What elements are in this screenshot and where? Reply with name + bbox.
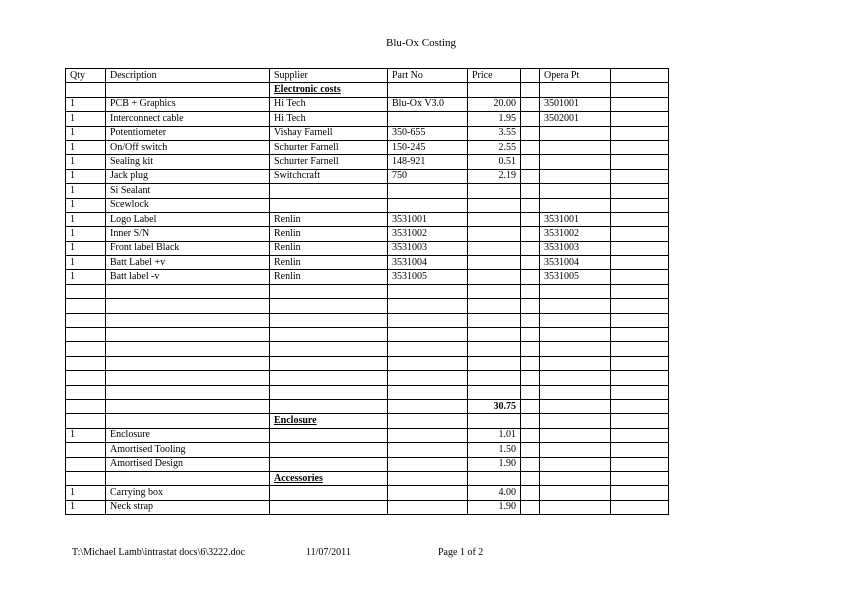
- qty-cell: 1: [66, 126, 106, 140]
- price-cell: 0.51: [468, 155, 521, 169]
- part-no-cell: [388, 83, 468, 97]
- price-cell: [468, 414, 521, 428]
- description-cell: Carrying box: [106, 486, 270, 500]
- price-cell: [468, 299, 521, 313]
- blank-cell: [521, 155, 540, 169]
- section-header-row: [66, 83, 669, 97]
- supplier-cell: Renlin: [270, 241, 388, 255]
- opera-pt-cell: 3531003: [540, 241, 611, 255]
- description-cell: [106, 328, 270, 342]
- section-header-row: [66, 471, 669, 485]
- table-row: [66, 256, 669, 270]
- blank-cell: [521, 356, 540, 370]
- supplier-cell: [270, 399, 388, 413]
- supplier-cell: [270, 313, 388, 327]
- part-no-cell: [388, 313, 468, 327]
- blank-cell: [521, 227, 540, 241]
- qty-cell: [66, 471, 106, 485]
- part-no-cell: [388, 284, 468, 298]
- price-cell: [468, 284, 521, 298]
- blank-cell: [521, 428, 540, 442]
- opera-pt-cell: [540, 198, 611, 212]
- opera-pt-cell: [540, 385, 611, 399]
- blank-cell: [521, 414, 540, 428]
- extra-cell: [611, 342, 669, 356]
- header-cell: Description: [106, 69, 270, 83]
- extra-cell: [611, 428, 669, 442]
- description-cell: [106, 399, 270, 413]
- supplier-cell: Enclosure: [270, 414, 388, 428]
- part-no-cell: [388, 371, 468, 385]
- description-cell: [106, 83, 270, 97]
- description-cell: Amortised Tooling: [106, 443, 270, 457]
- qty-cell: [66, 399, 106, 413]
- blank-cell: [521, 457, 540, 471]
- price-cell: [468, 313, 521, 327]
- opera-pt-cell: [540, 443, 611, 457]
- description-cell: On/Off switch: [106, 140, 270, 154]
- opera-pt-cell: [540, 356, 611, 370]
- price-cell: 3.55: [468, 126, 521, 140]
- supplier-cell: Renlin: [270, 227, 388, 241]
- blank-cell: [521, 385, 540, 399]
- part-no-cell: [388, 342, 468, 356]
- table-row: [66, 284, 669, 298]
- blank-cell: [521, 83, 540, 97]
- part-no-cell: 750: [388, 169, 468, 183]
- price-cell: 1.01: [468, 428, 521, 442]
- opera-pt-cell: [540, 342, 611, 356]
- table-row: [66, 342, 669, 356]
- description-cell: Batt label -v: [106, 270, 270, 284]
- supplier-cell: [270, 342, 388, 356]
- qty-cell: 1: [66, 227, 106, 241]
- qty-cell: [66, 342, 106, 356]
- opera-pt-cell: [540, 155, 611, 169]
- part-no-cell: [388, 184, 468, 198]
- table-row: [66, 299, 669, 313]
- qty-cell: [66, 414, 106, 428]
- opera-pt-cell: [540, 328, 611, 342]
- qty-cell: 1: [66, 184, 106, 198]
- blank-cell: [521, 342, 540, 356]
- opera-pt-cell: [540, 486, 611, 500]
- subtotal-row: [66, 399, 669, 413]
- opera-pt-cell: [540, 299, 611, 313]
- blank-cell: [521, 212, 540, 226]
- table-row: [66, 270, 669, 284]
- supplier-cell: Hi Tech: [270, 97, 388, 111]
- price-cell: 20.00: [468, 97, 521, 111]
- opera-pt-cell: 3531004: [540, 256, 611, 270]
- page-title: Blu-Ox Costing: [386, 37, 456, 49]
- extra-cell: [611, 112, 669, 126]
- extra-cell: [611, 126, 669, 140]
- description-cell: [106, 385, 270, 399]
- price-cell: 1.50: [468, 443, 521, 457]
- description-cell: [106, 284, 270, 298]
- qty-cell: 1: [66, 241, 106, 255]
- price-cell: 1.90: [468, 457, 521, 471]
- qty-cell: 1: [66, 97, 106, 111]
- supplier-cell: [270, 457, 388, 471]
- part-no-cell: [388, 299, 468, 313]
- part-no-cell: [388, 500, 468, 514]
- blank-cell: [521, 198, 540, 212]
- opera-pt-cell: [540, 428, 611, 442]
- qty-cell: [66, 284, 106, 298]
- price-cell: [468, 371, 521, 385]
- extra-cell: [611, 97, 669, 111]
- price-cell: [468, 212, 521, 226]
- supplier-cell: [270, 184, 388, 198]
- blank-cell: [521, 443, 540, 457]
- description-cell: Potentiometer: [106, 126, 270, 140]
- description-cell: [106, 371, 270, 385]
- price-cell: 2.19: [468, 169, 521, 183]
- part-no-cell: 3531004: [388, 256, 468, 270]
- table-row: [66, 356, 669, 370]
- part-no-cell: [388, 443, 468, 457]
- price-cell: 2.55: [468, 140, 521, 154]
- qty-cell: 1: [66, 140, 106, 154]
- extra-cell: [611, 399, 669, 413]
- table-row: [66, 385, 669, 399]
- description-cell: Logo Label: [106, 212, 270, 226]
- extra-cell: [611, 414, 669, 428]
- description-cell: Inner S/N: [106, 227, 270, 241]
- header-row: [66, 69, 669, 83]
- blank-cell: [521, 126, 540, 140]
- costing-table: [65, 68, 669, 515]
- opera-pt-cell: 3531002: [540, 227, 611, 241]
- extra-cell: [611, 443, 669, 457]
- opera-pt-cell: [540, 471, 611, 485]
- blank-cell: [521, 241, 540, 255]
- qty-cell: [66, 457, 106, 471]
- part-no-cell: [388, 328, 468, 342]
- part-no-cell: [388, 399, 468, 413]
- description-cell: [106, 299, 270, 313]
- supplier-cell: Accessories: [270, 471, 388, 485]
- table-row: [66, 169, 669, 183]
- table-row: [66, 112, 669, 126]
- qty-cell: [66, 371, 106, 385]
- qty-cell: 1: [66, 169, 106, 183]
- header-cell: Supplier: [270, 69, 388, 83]
- part-no-cell: [388, 198, 468, 212]
- description-cell: [106, 356, 270, 370]
- price-cell: [468, 356, 521, 370]
- extra-cell: [611, 371, 669, 385]
- description-cell: PCB + Graphics: [106, 97, 270, 111]
- table-row: [66, 428, 669, 442]
- price-cell: [468, 385, 521, 399]
- part-no-cell: 3531003: [388, 241, 468, 255]
- footer-file-path: T:\Michael Lamb\intrastat docs\6\3222.doc: [72, 547, 246, 558]
- qty-cell: [66, 313, 106, 327]
- opera-pt-cell: [540, 126, 611, 140]
- supplier-cell: [270, 371, 388, 385]
- table-row: [66, 184, 669, 198]
- table-row: [66, 198, 669, 212]
- blank-cell: [521, 486, 540, 500]
- qty-cell: 1: [66, 212, 106, 226]
- supplier-cell: Renlin: [270, 270, 388, 284]
- supplier-cell: [270, 284, 388, 298]
- header-cell: Qty: [66, 69, 106, 83]
- header-cell: Opera Pt: [540, 69, 611, 83]
- footer-date: 11/07/2011: [306, 547, 351, 558]
- description-cell: [106, 313, 270, 327]
- supplier-cell: [270, 428, 388, 442]
- qty-cell: 1: [66, 500, 106, 514]
- extra-cell: [611, 471, 669, 485]
- price-cell: 1.90: [468, 500, 521, 514]
- footer-page-number: Page 1 of 2: [438, 547, 484, 558]
- blank-cell: [521, 270, 540, 284]
- table-row: [66, 500, 669, 514]
- price-cell: [468, 328, 521, 342]
- header-cell: Part No: [388, 69, 468, 83]
- part-no-cell: [388, 356, 468, 370]
- opera-pt-cell: [540, 140, 611, 154]
- opera-pt-cell: [540, 500, 611, 514]
- table-row: [66, 140, 669, 154]
- opera-pt-cell: [540, 457, 611, 471]
- price-cell: [468, 471, 521, 485]
- supplier-cell: Renlin: [270, 256, 388, 270]
- extra-cell: [611, 241, 669, 255]
- description-cell: Si Sealant: [106, 184, 270, 198]
- description-cell: [106, 342, 270, 356]
- supplier-cell: [270, 500, 388, 514]
- table-row: [66, 328, 669, 342]
- opera-pt-cell: 3502001: [540, 112, 611, 126]
- part-no-cell: [388, 486, 468, 500]
- qty-cell: 1: [66, 428, 106, 442]
- blank-cell: [521, 313, 540, 327]
- part-no-cell: [388, 385, 468, 399]
- supplier-cell: Schurter Farnell: [270, 155, 388, 169]
- opera-pt-cell: [540, 284, 611, 298]
- table-row: [66, 212, 669, 226]
- opera-pt-cell: [540, 184, 611, 198]
- opera-pt-cell: [540, 399, 611, 413]
- price-cell: [468, 241, 521, 255]
- blank-cell: [521, 399, 540, 413]
- supplier-cell: [270, 486, 388, 500]
- price-cell: 30.75: [468, 399, 521, 413]
- opera-pt-cell: [540, 414, 611, 428]
- supplier-cell: [270, 385, 388, 399]
- description-cell: Jack plug: [106, 169, 270, 183]
- extra-cell: [611, 184, 669, 198]
- table-row: [66, 227, 669, 241]
- table-row: [66, 313, 669, 327]
- description-cell: [106, 471, 270, 485]
- part-no-cell: [388, 112, 468, 126]
- extra-cell: [611, 198, 669, 212]
- price-cell: [468, 184, 521, 198]
- extra-cell: [611, 256, 669, 270]
- table-row: [66, 371, 669, 385]
- blank-cell: [521, 97, 540, 111]
- part-no-cell: 148-921: [388, 155, 468, 169]
- supplier-cell: Renlin: [270, 212, 388, 226]
- opera-pt-cell: [540, 83, 611, 97]
- extra-cell: [611, 270, 669, 284]
- qty-cell: [66, 443, 106, 457]
- extra-cell: [611, 83, 669, 97]
- price-cell: [468, 227, 521, 241]
- extra-cell: [611, 385, 669, 399]
- qty-cell: 1: [66, 112, 106, 126]
- price-cell: [468, 342, 521, 356]
- qty-cell: 1: [66, 270, 106, 284]
- description-cell: Enclosure: [106, 428, 270, 442]
- opera-pt-cell: 3531001: [540, 212, 611, 226]
- blank-cell: [521, 371, 540, 385]
- blank-cell: [521, 169, 540, 183]
- extra-cell: [611, 212, 669, 226]
- table-row: [66, 155, 669, 169]
- opera-pt-cell: [540, 313, 611, 327]
- part-no-cell: 3531005: [388, 270, 468, 284]
- blank-cell: [521, 471, 540, 485]
- supplier-cell: [270, 198, 388, 212]
- qty-cell: 1: [66, 486, 106, 500]
- part-no-cell: Blu-Ox V3.0: [388, 97, 468, 111]
- price-cell: [468, 83, 521, 97]
- header-cell: [611, 69, 669, 83]
- opera-pt-cell: [540, 371, 611, 385]
- part-no-cell: 3531002: [388, 227, 468, 241]
- opera-pt-cell: [540, 169, 611, 183]
- qty-cell: 1: [66, 198, 106, 212]
- extra-cell: [611, 155, 669, 169]
- table-row: [66, 241, 669, 255]
- extra-cell: [611, 328, 669, 342]
- description-cell: Batt Label +v: [106, 256, 270, 270]
- price-cell: 1.95: [468, 112, 521, 126]
- part-no-cell: [388, 414, 468, 428]
- supplier-cell: [270, 356, 388, 370]
- extra-cell: [611, 169, 669, 183]
- extra-cell: [611, 457, 669, 471]
- extra-cell: [611, 356, 669, 370]
- extra-cell: [611, 500, 669, 514]
- table-row: [66, 97, 669, 111]
- blank-cell: [521, 140, 540, 154]
- part-no-cell: 350-655: [388, 126, 468, 140]
- blank-cell: [521, 284, 540, 298]
- table-row: [66, 457, 669, 471]
- opera-pt-cell: 3531005: [540, 270, 611, 284]
- description-cell: Interconnect cable: [106, 112, 270, 126]
- price-cell: 4.00: [468, 486, 521, 500]
- description-cell: [106, 414, 270, 428]
- blank-cell: [521, 500, 540, 514]
- qty-cell: [66, 299, 106, 313]
- header-cell: Price: [468, 69, 521, 83]
- part-no-cell: [388, 428, 468, 442]
- qty-cell: 1: [66, 155, 106, 169]
- extra-cell: [611, 227, 669, 241]
- table-row: [66, 126, 669, 140]
- supplier-cell: Switchcraft: [270, 169, 388, 183]
- blank-cell: [521, 112, 540, 126]
- supplier-cell: [270, 328, 388, 342]
- extra-cell: [611, 486, 669, 500]
- supplier-cell: Hi Tech: [270, 112, 388, 126]
- table-row: [66, 443, 669, 457]
- qty-cell: [66, 356, 106, 370]
- part-no-cell: 3531001: [388, 212, 468, 226]
- blank-cell: [521, 328, 540, 342]
- extra-cell: [611, 140, 669, 154]
- part-no-cell: 150-245: [388, 140, 468, 154]
- supplier-cell: Schurter Farnell: [270, 140, 388, 154]
- supplier-cell: [270, 443, 388, 457]
- price-cell: [468, 270, 521, 284]
- part-no-cell: [388, 471, 468, 485]
- extra-cell: [611, 299, 669, 313]
- description-cell: Amortised Design: [106, 457, 270, 471]
- blank-cell: [521, 299, 540, 313]
- qty-cell: [66, 385, 106, 399]
- qty-cell: [66, 83, 106, 97]
- table-row: [66, 486, 669, 500]
- price-cell: [468, 198, 521, 212]
- description-cell: Scewlock: [106, 198, 270, 212]
- description-cell: Front label Black: [106, 241, 270, 255]
- description-cell: Neck strap: [106, 500, 270, 514]
- qty-cell: [66, 328, 106, 342]
- extra-cell: [611, 284, 669, 298]
- price-cell: [468, 256, 521, 270]
- supplier-cell: Vishay Farnell: [270, 126, 388, 140]
- supplier-cell: [270, 299, 388, 313]
- section-header-row: [66, 414, 669, 428]
- header-cell: [521, 69, 540, 83]
- qty-cell: 1: [66, 256, 106, 270]
- opera-pt-cell: 3501001: [540, 97, 611, 111]
- blank-cell: [521, 184, 540, 198]
- supplier-cell: Electronic costs: [270, 83, 388, 97]
- part-no-cell: [388, 457, 468, 471]
- description-cell: Sealing kit: [106, 155, 270, 169]
- extra-cell: [611, 313, 669, 327]
- blank-cell: [521, 256, 540, 270]
